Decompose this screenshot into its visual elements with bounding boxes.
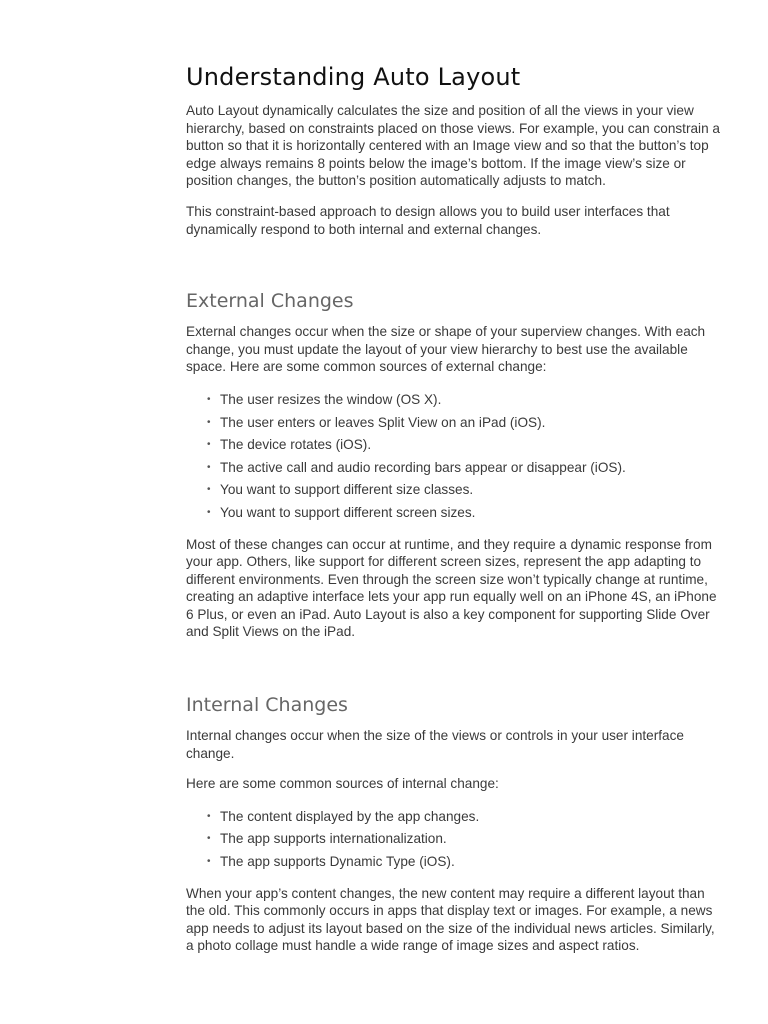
external-changes-paragraph-2: Most of these changes can occur at runtime, and they require a dynamic response from your app. Others, like support for different screen sizes, represent the app adapting to different environments. Even through the screen size won’t typically change at runtime, creating an adaptive interface lets your app run equally well on an iPhone 4S, an iPhone 6 Plus, or even an iPad. Auto Layout is also a key component for supporting Slide Over and Split Views on the iPad.: [186, 536, 717, 640]
external-changes-list: [186, 389, 726, 525]
list-item-text: You want to support different size classes.: [220, 482, 474, 498]
list-item: [186, 412, 726, 435]
intro-paragraph-1: Auto Layout dynamically calculates the size and position of all the views in your view hierarchy, based on constraints placed on those views. For example, you can constrain a button so that it is horizontally centered with an Image view and so that the button’s top edge always remains 8 points below the image’s bottom. If the image view’s size or position changes, the button’s position automatically adjusts to match.: [186, 103, 720, 189]
list-item: [186, 828, 726, 851]
intro-paragraph-2: This constraint-based approach to design allows you to build user interfaces that dynamically respond to both internal and external changes.: [186, 203, 670, 237]
external-changes-paragraph-1: External changes occur when the size or shape of your superview changes. With each change, you must update the layout of your view hierarchy to best use the available space. Here are some common sources of external change:: [186, 324, 706, 375]
list-item-text: The user resizes the window (OS X).: [220, 391, 442, 407]
bullet-icon: •: [207, 856, 211, 868]
list-item: [186, 502, 726, 525]
list-item-text: The content displayed by the app changes.: [220, 808, 480, 824]
document-page: [186, 60, 726, 955]
list-item: [186, 851, 726, 874]
internal-changes-list: [186, 806, 726, 874]
bullet-icon: •: [207, 393, 211, 405]
bullet-icon: •: [207, 506, 211, 518]
list-item-text: The app supports Dynamic Type (iOS).: [220, 854, 455, 870]
page-title: Understanding Auto Layout: [186, 63, 521, 91]
list-item: [186, 389, 726, 412]
list-item-text: The app supports internationalization.: [220, 831, 447, 847]
bullet-icon: •: [207, 416, 211, 428]
list-item: [186, 457, 726, 480]
list-item-text: You want to support different screen sizes.: [220, 504, 476, 520]
bullet-icon: •: [207, 810, 211, 822]
list-item: [186, 434, 726, 457]
internal-changes-paragraph-1: Internal changes occur when the size of the views or controls in your user interface change.: [186, 728, 684, 761]
internal-changes-heading: Internal Changes: [186, 694, 348, 717]
list-item-text: The user enters or leaves Split View on an iPad (iOS).: [220, 414, 546, 430]
external-changes-heading: External Changes: [186, 290, 354, 313]
bullet-icon: •: [207, 484, 211, 496]
list-item-text: The active call and audio recording bars appear or disappear (iOS).: [220, 459, 626, 475]
bullet-icon: •: [207, 833, 211, 845]
list-item: [186, 479, 726, 502]
internal-changes-paragraph-2: Here are some common sources of internal change:: [186, 776, 499, 792]
list-item-text: The device rotates (iOS).: [220, 437, 372, 453]
bullet-icon: •: [207, 461, 211, 473]
bullet-icon: •: [207, 439, 211, 451]
internal-changes-paragraph-3: When your app’s content changes, the new content may require a different layout than the old. This commonly occurs in apps that display text or images. For example, a news app needs to adjust its layout based on the size of the individual news articles. Similarly, a photo collage must handle a wide range of image sizes and aspect ratios.: [186, 885, 715, 954]
list-item: [186, 806, 726, 829]
